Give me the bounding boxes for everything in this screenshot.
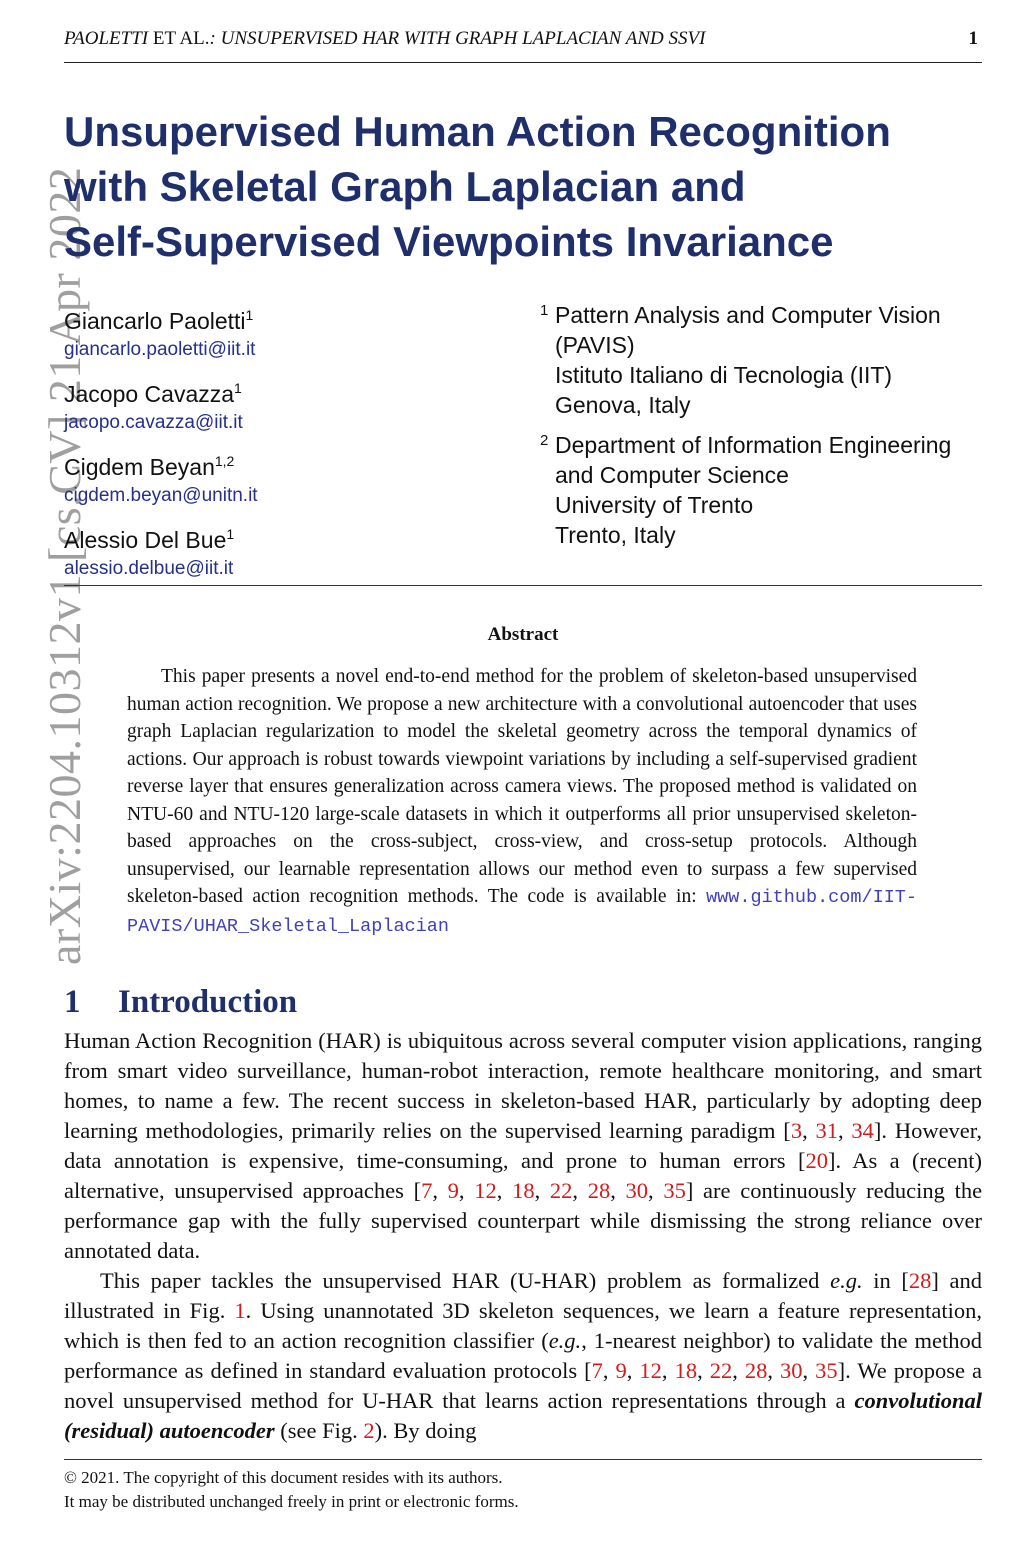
abstract-body: This paper presents a novel end-to-end method for the problem of skeleton-based unsupervised human action recognition. We propose a new architecture with a convolutional autoencoder that uses graph Laplacian regularization to model the skeletal geometry across the temporal dynamics of actions. Our approach is robust towards viewpoint variations by including a self-supervised gradient reverse layer that ensures generalization across camera views. The proposed method is validated on NTU-60 and NTU-120 large-scale datasets in which it outperforms all prior unsupervised skeleton-based approaches on the cross-subject, cross-view, and cross-setup protocols. Although unsupervised, our learnable representation allows our method even to surpass a few supervised skeleton-based action recognition methods. The code is available in: www.github.com/IIT-PAVIS/UHAR_Skeletal_Laplacian — [127, 666, 917, 937]
page-number: 1 — [968, 28, 978, 49]
running-header-title: PAOLETTI ET AL.: UNSUPERVISED HAR WITH GRAPH LAPLACIAN AND SSVI — [64, 28, 706, 49]
citation-link[interactable]: 12 — [474, 1178, 497, 1203]
introduction-body — [64, 1026, 982, 1446]
author-list — [64, 300, 504, 592]
citation-link[interactable]: 20 — [805, 1148, 828, 1173]
citation-link[interactable]: 28 — [587, 1178, 611, 1203]
citation-link[interactable]: 28 — [908, 1268, 932, 1293]
footer-divider — [64, 1459, 982, 1460]
author-email-link[interactable]: alessio.delbue@iit.it — [64, 558, 234, 579]
citation-link[interactable]: 12 — [639, 1358, 662, 1383]
author-email-link[interactable]: jacopo.cavazza@iit.it — [64, 412, 243, 433]
title-line: with Skeletal Graph Laplacian and — [64, 163, 746, 210]
running-header — [64, 26, 982, 63]
affiliation: 2 Department of Information Engineering and Computer Science University of Trento Trento, Italy — [540, 430, 1010, 550]
figure-link[interactable]: 1 — [234, 1298, 246, 1323]
citation-link[interactable]: 35 — [663, 1178, 686, 1203]
code-link[interactable]: www.github.com/IIT-PAVIS/UHAR_Skeletal_Laplacian — [127, 887, 917, 937]
affiliation-list — [540, 300, 1010, 560]
author-name: Jacopo Cavazza$^1$ — [64, 380, 242, 407]
section-heading: 1 Introduction — [64, 984, 298, 1020]
citation-link[interactable]: 31 — [815, 1118, 838, 1143]
citation-link[interactable]: 7 — [591, 1358, 603, 1383]
author-email-link[interactable]: cigdem.beyan@unitn.it — [64, 485, 258, 506]
citation-link[interactable]: 18 — [674, 1358, 698, 1383]
author-name: Giancarlo Paoletti$^1$ — [64, 307, 254, 334]
author-email-link[interactable]: giancarlo.paoletti@iit.it — [64, 339, 256, 360]
figure-link[interactable]: 2 — [363, 1418, 375, 1443]
arxiv-stamp: arXiv:2204.10312v1 [cs.CV] 21 Apr 2022 — [39, 166, 90, 965]
citation-link[interactable]: 34 — [851, 1118, 874, 1143]
abstract-heading: Abstract — [487, 624, 559, 645]
title-line: Self-Supervised Viewpoints Invariance — [64, 218, 834, 265]
affiliation-mark: 2 — [540, 432, 549, 449]
citation-link[interactable]: 18 — [512, 1178, 535, 1203]
citation-link[interactable]: 9 — [447, 1178, 459, 1203]
citation-link[interactable]: 9 — [615, 1358, 627, 1383]
copyright-footer: © 2021. The copyright of this document resides with its authors. It may be distributed unchanged freely in print or electronic forms. — [64, 1468, 519, 1511]
citation-link[interactable]: 28 — [744, 1358, 768, 1383]
citation-link[interactable]: 35 — [815, 1358, 838, 1383]
emphasis: convolutional (residual) autoencoder — [64, 1388, 982, 1443]
citation-link[interactable]: 30 — [779, 1358, 803, 1383]
citation-link[interactable]: 3 — [790, 1118, 803, 1143]
divider — [64, 585, 982, 586]
paragraph: This paper tackles the unsupervised HAR (U-HAR) problem as formalized e.g. in [28] and illustrated in Fig. 1. Using unannotated 3D skeleton sequences, we learn a feature representation, which is then fed to an action recognition classifier (e.g., 1-nearest neighbor) to validate the method performance as defined in standard evaluation protocols [7, 9, 12, 18, 22, 28, 30, 35]. We propose a novel unsupervised method for U-HAR that learns action representations through a convolutional (residual) autoencoder (see Fig. 2). By doing — [64, 1268, 983, 1443]
author-name: Cigdem Beyan$^{1,2}$ — [64, 453, 235, 480]
citation-link[interactable]: 22 — [549, 1178, 573, 1203]
paper-title — [64, 104, 964, 269]
citation-link[interactable]: 30 — [625, 1178, 649, 1203]
paragraph: Human Action Recognition (HAR) is ubiquitous across several computer vision applications, ranging from smart video surveillance, human-robot interaction, remote healthcare monitoring, and smart homes, to name a few. The recent success in skeleton-based HAR, particularly by adopting deep learning methodologies, primarily relies on the supervised learning paradigm [3, 31, 34]. However, data annotation is expensive, time-consuming, and prone to human errors [20]. As a (recent) alternative, unsupervised approaches [7, 9, 12, 18, 22, 28, 30, 35] are continuously reducing the performance gap with the fully supervised counterpart while dismissing the strong reliance over annotated data. — [64, 1028, 983, 1263]
title-line: Unsupervised Human Action Recognition — [64, 108, 891, 155]
affiliation-mark: 1 — [540, 302, 549, 319]
affiliation: 1 Pattern Analysis and Computer Vision (PAVIS) Istituto Italiano di Tecnologia (IIT) Genova, Italy — [540, 300, 1010, 420]
author-name: Alessio Del Bue$^1$ — [64, 526, 235, 553]
citation-link[interactable]: 7 — [421, 1178, 433, 1203]
citation-link[interactable]: 22 — [709, 1358, 733, 1383]
